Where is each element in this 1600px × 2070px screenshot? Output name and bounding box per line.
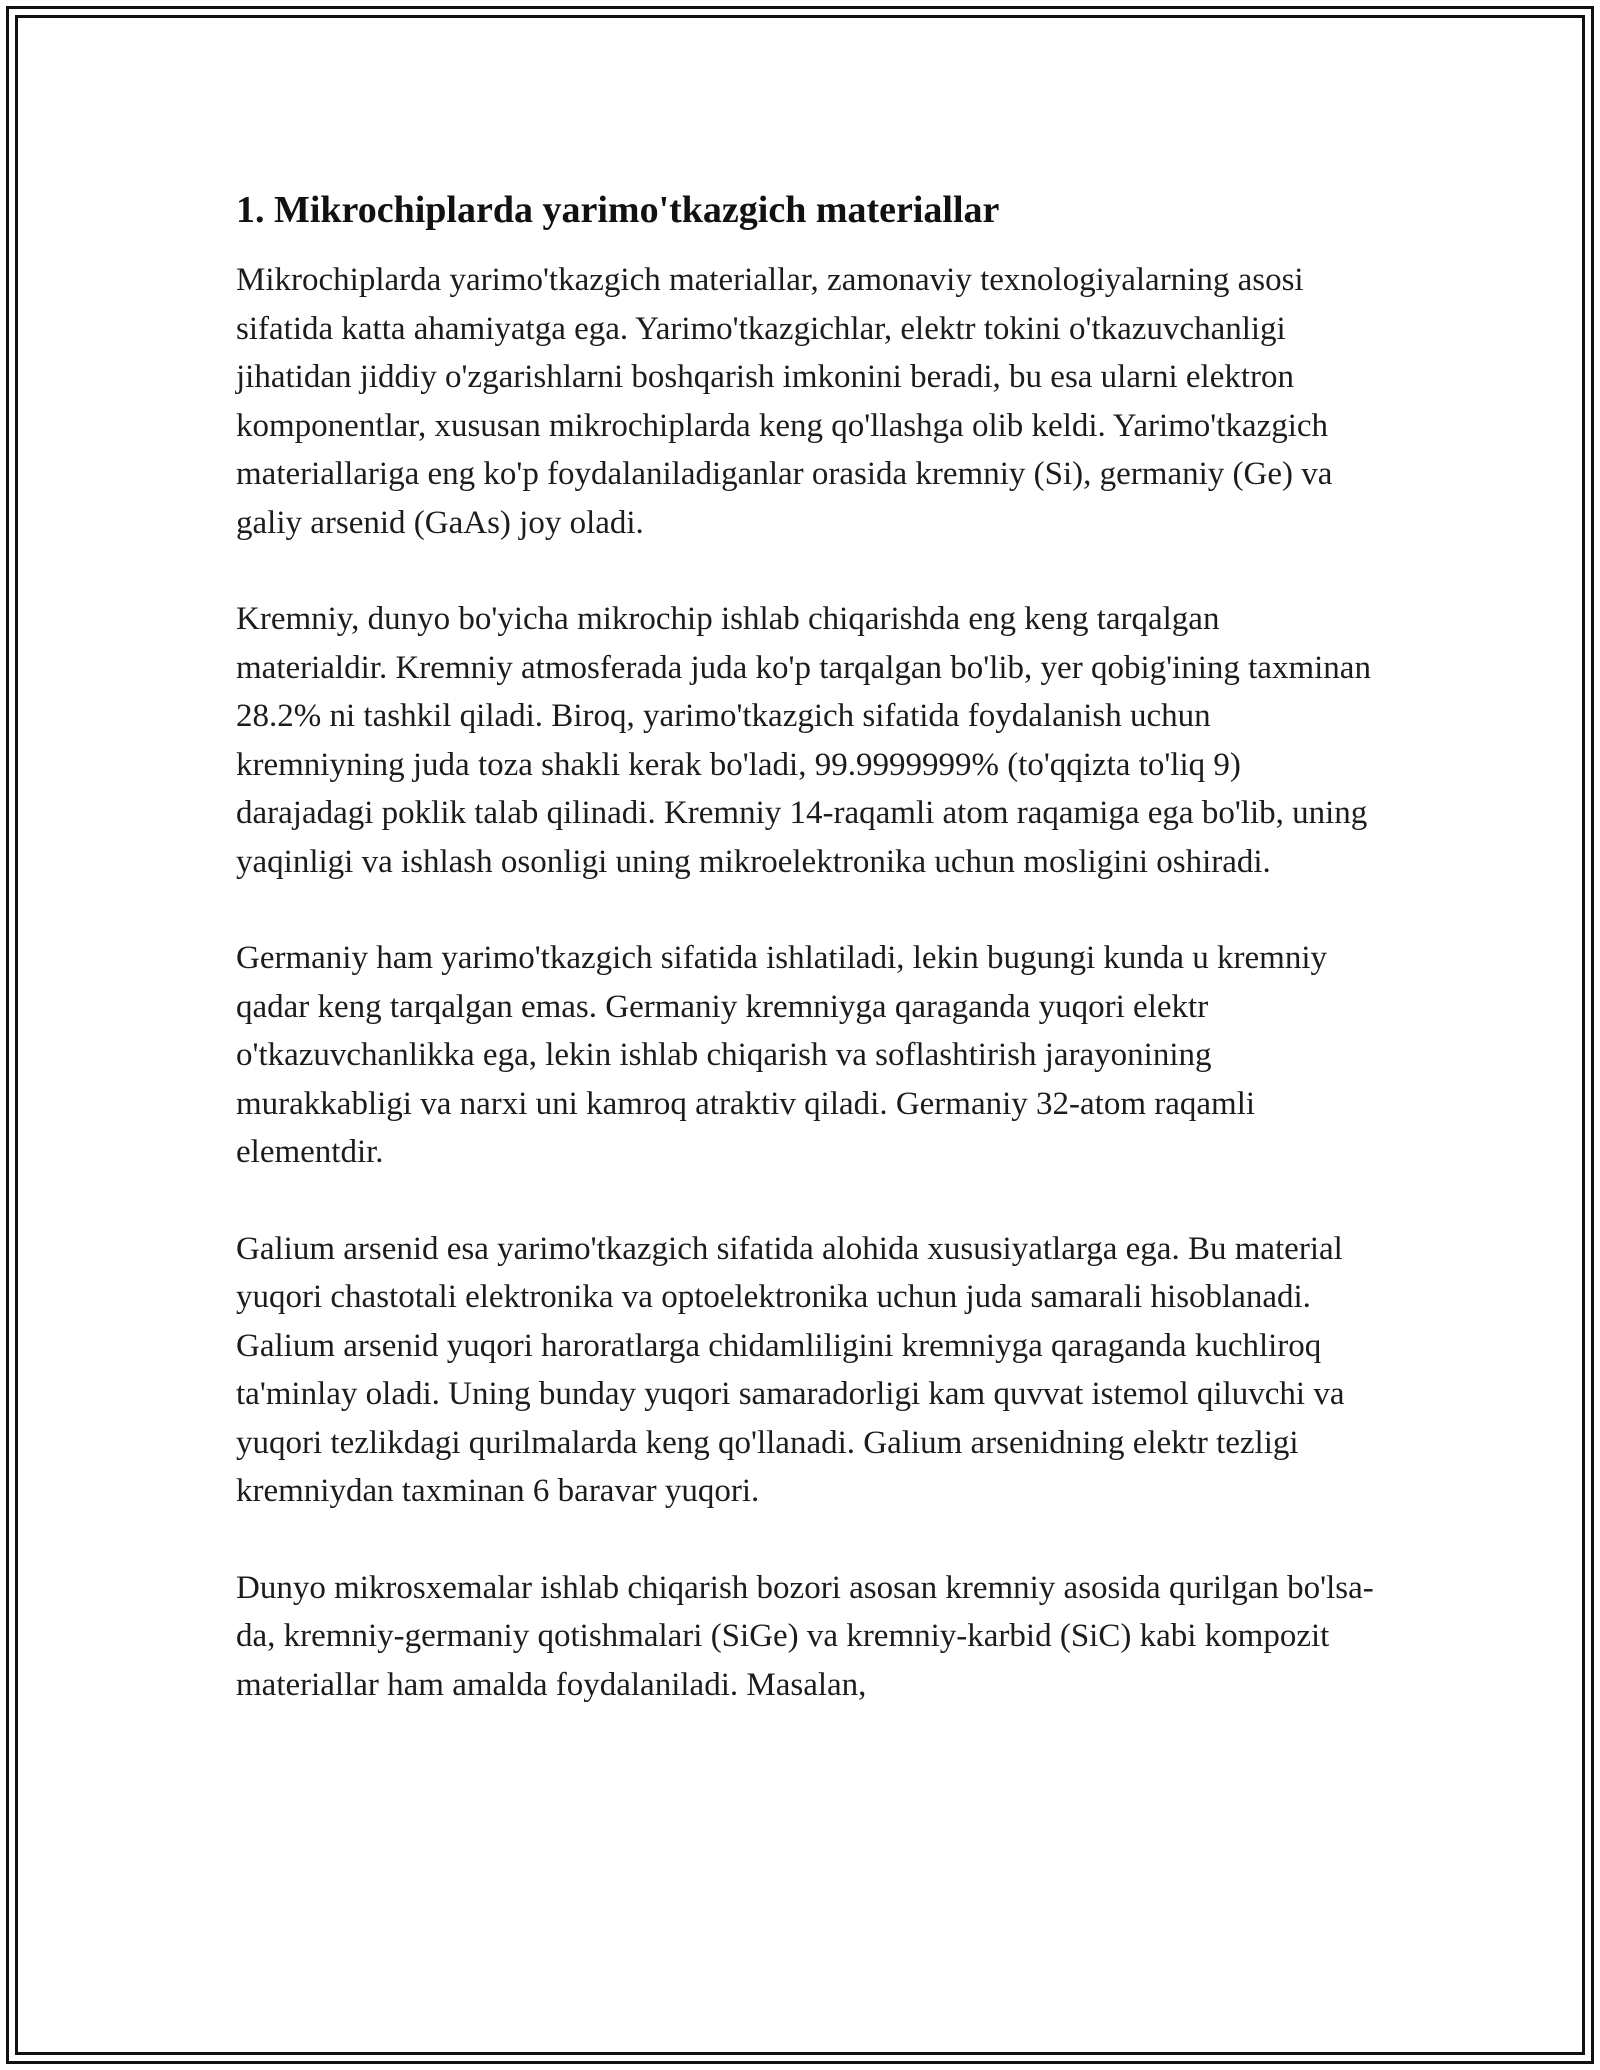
paragraph-kremniy: Kremniy, dunyo bo'yicha mikrochip ishlab chiqarishda eng keng tarqalgan materialdir. Kremniy atmosferada juda ko'p tarqalgan bo'lib, yer qobig'ining taxminan 28.2% ni tashkil qiladi. Biroq, yarimo'tkazgich sifatida foydalanish uchun kremniyning juda toza shakli kerak bo'ladi, 99.9999999% (to'qqizta to'liq 9) darajadagi poklik talab qilinadi. Kremniy 14-raqamli atom raqamiga ega bo'lib, uning yaqinligi va ishlash osonligi uning mikroelektronika uchun mosligini oshiradi.	[236, 601, 1371, 880]
paragraph-galium-arsenid: Galium arsenid esa yarimo'tkazgich sifatida alohida xususiyatlarga ega. Bu material yuqori chastotali elektronika va optoelektronika uchun juda samarali hisoblanadi. Galium arsenid yuqori haroratlarga chidamliligini kremniyga qaraganda kuchliroq ta'minlay oladi. Uning bunday yuqori samaradorligi kam quvvat istemol qiluvchi va yuqori tezlikdagi qurilmalarda keng qo'llanadi. Galium arsenidning elektr tezligi kremniydan taxminan 6 baravar yuqori.	[236, 1230, 1345, 1509]
paragraph-germaniy: Germaniy ham yarimo'tkazgich sifatida ishlatiladi, lekin bugungi kunda u kremniy qadar keng tarqalgan emas. Germaniy kremniyga qaraganda yuqori elektr o'tkazuvchanlikka ega, lekin ishlab chiqarish va soflashtirish jarayonining murakkabligi va narxi uni kamroq atraktiv qiladi. Germaniy 32-atom raqamli elementdir.	[236, 940, 1328, 1170]
paragraph-market: Dunyo mikrosxemalar ishlab chiqarish bozori asosan kremniy asosida qurilgan bo'lsa-da, kremniy-germaniy qotishmalari (SiGe) va kremniy-karbid (SiC) kabi kompozit materiallar ham amalda foydalaniladi. Masalan,	[236, 1569, 1374, 1703]
section-heading: 1. Mikrochiplarda yarimo'tkazgich materiallar	[236, 189, 1000, 231]
document-body	[236, 186, 1376, 1757]
paragraph-intro: Mikrochiplarda yarimo'tkazgich materiallar, zamonaviy texnologiyalarning asosi sifatida katta ahamiyatga ega. Yarimo'tkazgichlar, elektr tokini o'tkazuvchanligi jihatidan jiddiy o'zgarishlarni boshqarish imkonini beradi, bu esa ularni elektron komponentlar, xususan mikrochiplarda keng qo'llashga olib keldi. Yarimo'tkazgich materiallariga eng ko'p foydalaniladiganlar orasida kremniy (Si), germaniy (Ge) va galiy arsenid (GaAs) joy oladi.	[236, 262, 1333, 541]
